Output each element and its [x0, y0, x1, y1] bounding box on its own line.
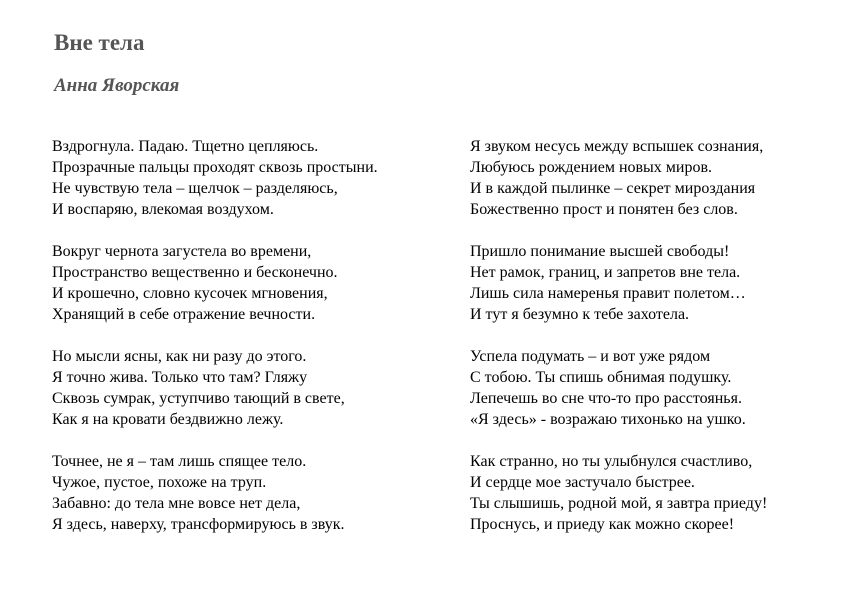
- poem-line: Забавно: до тела мне вовсе нет дела,: [52, 495, 301, 512]
- poem-line: И в каждой пылинке – секрет мироздания: [470, 180, 756, 197]
- poem-column-right: [470, 136, 840, 556]
- poem-line: Но мысли ясны, как ни разу до этого.: [52, 348, 307, 365]
- poem-line: Лепечешь во сне что-то про расстоянья.: [470, 390, 742, 407]
- poem-column-left: [52, 136, 432, 556]
- poem-line: Лишь сила намеренья правит полетом…: [470, 285, 746, 302]
- poem-line: Сквозь сумрак, уступчиво тающий в свете,: [52, 390, 345, 407]
- stanza: [52, 451, 432, 535]
- poem-line: Проснусь, и приеду как можно скорее!: [470, 516, 735, 533]
- poem-line: Как я на кровати бездвижно лежу.: [52, 411, 284, 428]
- poem-line: Нет рамок, границ, и запретов вне тела.: [470, 264, 741, 281]
- poem-line: Успела подумать – и вот уже рядом: [470, 348, 711, 365]
- poem-line: Не чувствую тела – щелчок – разделяюсь,: [52, 180, 338, 197]
- poem-line: Ты слышишь, родной мой, я завтра приеду!: [470, 495, 768, 512]
- stanza: [470, 451, 840, 535]
- poem-line: Я звуком несусь между вспышек сознания,: [470, 138, 764, 155]
- poem-line: Любуюсь рождением новых миров.: [470, 159, 713, 176]
- poem-line: Я точно жива. Только что там? Гляжу: [52, 369, 308, 386]
- poem-line: Хранящий в себе отражение вечности.: [52, 306, 316, 323]
- poem-line: «Я здесь» - возражаю тихонько на ушко.: [470, 411, 746, 428]
- stanza: [470, 346, 840, 430]
- poem-title: Вне тела: [54, 30, 145, 55]
- poem-line: Прозрачные пальцы проходят сквозь простыни.: [52, 159, 378, 176]
- poem-line: И тут я безумно к тебе захотела.: [470, 306, 690, 323]
- poem-line: Как странно, но ты улыбнулся счастливо,: [470, 453, 753, 470]
- poem-line: Точнее, не я – там лишь спящее тело.: [52, 453, 307, 470]
- poem-line: Я здесь, наверху, трансформируюсь в звук.: [52, 516, 345, 533]
- stanza: [52, 241, 432, 325]
- poem-line: Пространство вещественно и бесконечно.: [52, 264, 338, 281]
- stanza: [470, 241, 840, 325]
- poem-author: Анна Яворская: [54, 75, 180, 96]
- poem-line: С тобою. Ты спишь обнимая подушку.: [470, 369, 732, 386]
- poem-line: И крошечно, словно кусочек мгновения,: [52, 285, 328, 302]
- poem-line: Вокруг чернота загустела во времени,: [52, 243, 312, 260]
- poem-line: И воспаряю, влекомая воздухом.: [52, 201, 274, 218]
- stanza: [52, 346, 432, 430]
- poem-line: И сердце мое застучало быстрее.: [470, 474, 695, 491]
- poem-line: Чужое, пустое, похоже на труп.: [52, 474, 267, 491]
- stanza: [52, 136, 432, 220]
- stanza: [470, 136, 840, 220]
- poem-line: Вздрогнула. Падаю. Тщетно цепляюсь.: [52, 138, 319, 155]
- poem-line: Божественно прост и понятен без слов.: [470, 201, 738, 218]
- poem-line: Пришло понимание высшей свободы!: [470, 243, 730, 260]
